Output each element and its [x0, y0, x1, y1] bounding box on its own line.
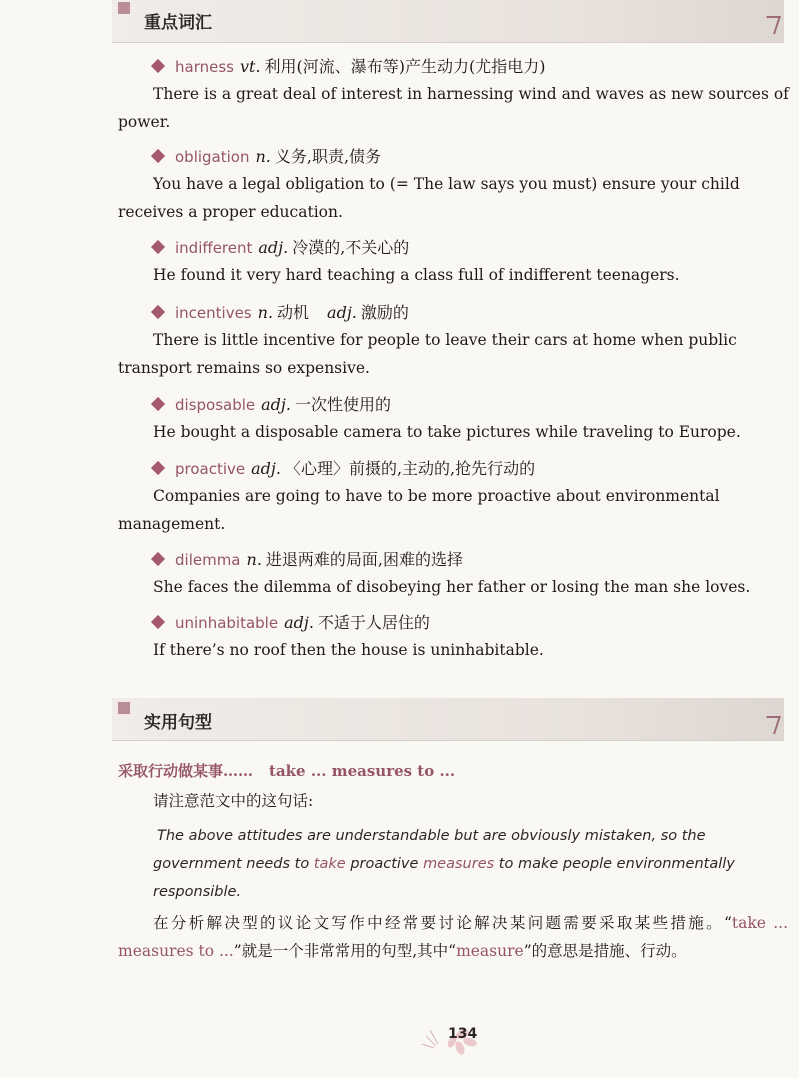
vocab-entry-indifferent	[118, 237, 790, 289]
diamond-bullet-icon	[151, 552, 165, 566]
pattern-title-en: take ... measures to ...	[269, 762, 456, 780]
part-of-speech: adj.	[327, 303, 357, 322]
diamond-bullet-icon	[151, 461, 165, 475]
example-sentence: He bought a disposable camera to take pictures while traveling to Europe.	[153, 423, 741, 441]
part-of-speech: vt.	[239, 57, 261, 76]
page-number: 134	[448, 1026, 478, 1042]
example-sentence: There is little incentive for people to leave their cars at home when public transport remains so expensive.	[118, 331, 737, 377]
vocab-entry-dilemma	[118, 549, 790, 601]
highlight-measures: measures	[423, 856, 495, 872]
corner-decoration	[761, 16, 781, 34]
vocab-meaning: 一次性使用的	[294, 395, 391, 414]
vocab-word: indifferent	[175, 239, 253, 257]
part-of-speech: adj.	[258, 238, 289, 257]
example-sentence: Companies are going to have to be more proactive about environmental management.	[118, 487, 720, 533]
part-of-speech: adj.	[261, 395, 291, 414]
vocab-word: dilemma	[175, 551, 241, 569]
diamond-bullet-icon	[151, 615, 165, 629]
part-of-speech: n.	[257, 303, 274, 322]
example-sentence: She faces the dilemma of disobeying her father or losing the man she loves.	[153, 578, 751, 596]
highlight-measure: measure	[456, 942, 524, 960]
vocab-entry-incentives	[118, 302, 790, 382]
diamond-bullet-icon	[151, 149, 165, 163]
corner-decoration	[761, 716, 781, 734]
part-of-speech: n.	[255, 147, 271, 166]
vocab-meaning: 义务,职责,债务	[274, 147, 382, 166]
example-sentence: There is a great deal of interest in harnessing wind and waves as new sources of power.	[118, 85, 789, 131]
vocab-entry-harness	[118, 56, 790, 136]
pattern-title-cn: 采取行动做某事……	[118, 762, 254, 780]
diamond-bullet-icon	[151, 59, 165, 73]
section-title: 实用句型	[144, 713, 212, 733]
example-sentence: He found it very hard teaching a class full of indifferent teenagers.	[153, 266, 680, 284]
section-marker	[118, 702, 130, 714]
vocab-meaning: 冷漠的,不关心的	[292, 238, 410, 257]
page-number-area	[400, 1020, 480, 1060]
vocab-word: uninhabitable	[175, 614, 279, 632]
highlight-take: take	[313, 856, 346, 872]
part-of-speech: adj.	[284, 613, 314, 632]
vocab-word: harness	[175, 58, 234, 76]
pattern-note: 请注意范文中的这句话:	[153, 792, 314, 810]
model-sentence-quote: The above attitudes are understandable but are obviously mistaken, so the government needs to take proactive measures to make people environmentally responsible.	[153, 828, 735, 900]
vocab-word: proactive	[175, 460, 246, 478]
explanation-paragraph: 在分析解决型的议论文写作中经常要讨论解决某问题需要采取某些措施。“take ... measures to ...”就是一个非常常用的句型,其中“measure”的意思是措施、行动。	[118, 914, 788, 960]
pattern-title	[118, 760, 455, 781]
vocab-meaning: 进退两难的局面,困难的选择	[265, 550, 463, 569]
section-title: 重点词汇	[144, 13, 212, 33]
example-sentence: If there’s no roof then the house is uninhabitable.	[153, 641, 544, 659]
vocab-meaning: 不适于人居住的	[317, 613, 430, 632]
section-header-vocab	[112, 0, 784, 43]
vocab-meaning: 〈心理〉前摄的,主动的,抢先行动的	[284, 459, 536, 478]
vocab-word: incentives	[175, 304, 252, 322]
vocab-word: disposable	[175, 396, 256, 414]
vocab-entry-disposable	[118, 394, 790, 446]
vocab-word: obligation	[175, 148, 250, 166]
vocab-entry-obligation	[118, 146, 790, 226]
diamond-bullet-icon	[151, 305, 165, 319]
part-of-speech: n.	[246, 550, 262, 569]
section-marker	[118, 2, 130, 14]
section-header-sentence-patterns	[112, 698, 784, 741]
highlight-phrase: take ... measures to ...	[118, 914, 788, 960]
vocab-meaning: 利用(河流、瀑布等)产生动力(尤指电力)	[264, 57, 546, 76]
vocab-entry-uninhabitable	[118, 612, 790, 664]
diamond-bullet-icon	[151, 240, 165, 254]
part-of-speech: adj.	[251, 459, 281, 478]
vocab-meaning: 激励的	[360, 303, 409, 322]
example-sentence: You have a legal obligation to (= The law says you must) ensure your child receives a proper education.	[118, 175, 740, 221]
vocab-meaning: 动机	[277, 303, 310, 322]
diamond-bullet-icon	[151, 397, 165, 411]
vocab-entry-proactive	[118, 458, 790, 538]
